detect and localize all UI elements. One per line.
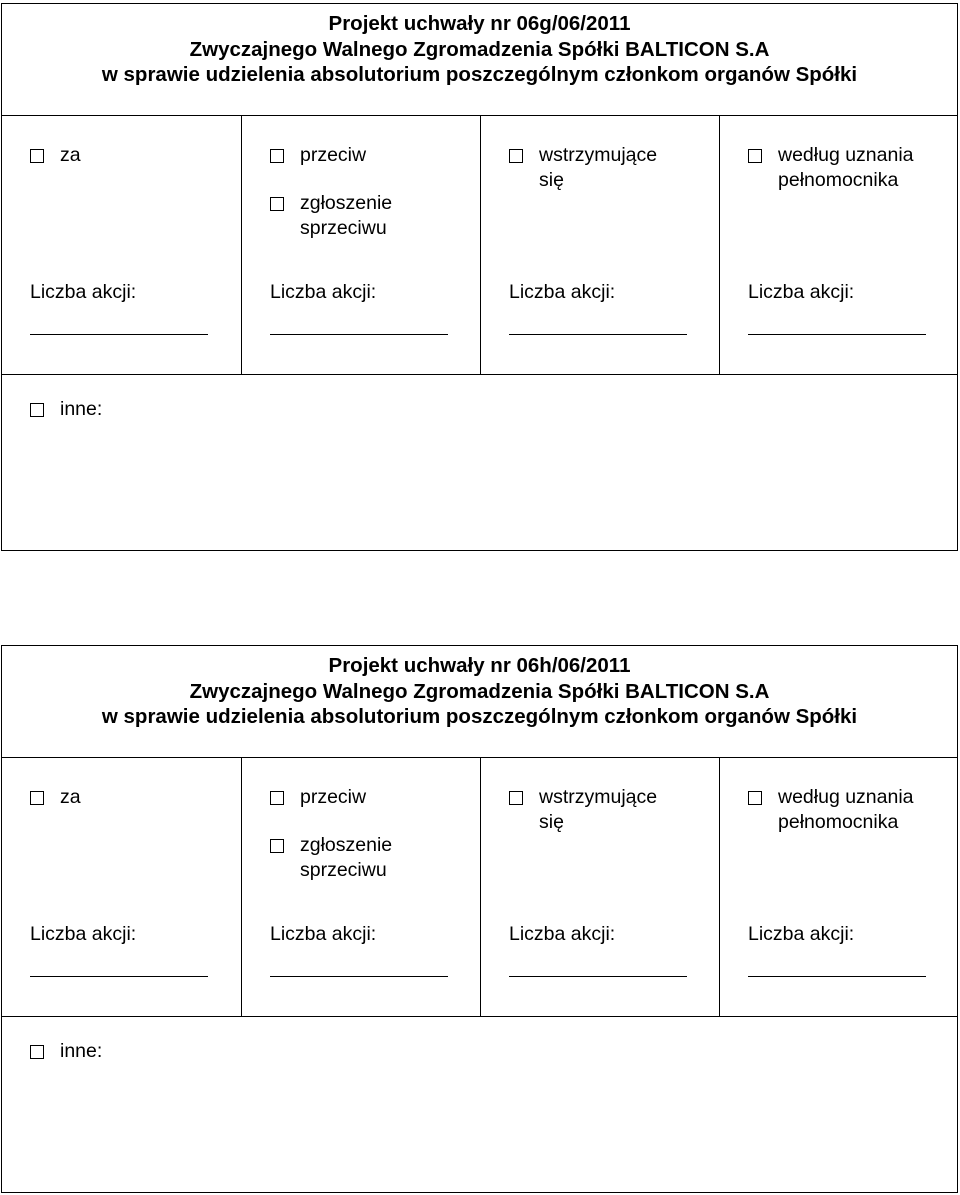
- option-abstain-label: wstrzymujące się: [539, 144, 658, 191]
- vote-options-row: [2, 758, 957, 1017]
- checkbox-icon[interactable]: [30, 403, 44, 417]
- option-other[interactable]: [30, 397, 102, 422]
- share-count-label: Liczba akcji:: [30, 923, 137, 945]
- option-abstain[interactable]: [509, 143, 657, 193]
- option-for[interactable]: [30, 785, 81, 810]
- vote-options-row: [2, 116, 957, 375]
- title-line-3: w sprawie udzielenia absolutorium poszczególnym członkom organów Spółki: [101, 63, 858, 86]
- share-count-field[interactable]: [30, 976, 208, 977]
- share-count-label: Liczba akcji:: [509, 281, 616, 303]
- checkbox-icon[interactable]: [270, 197, 284, 211]
- checkbox-icon[interactable]: [509, 149, 523, 163]
- checkbox-icon[interactable]: [270, 149, 284, 163]
- form-title: [2, 4, 957, 116]
- checkbox-icon[interactable]: [30, 1045, 44, 1059]
- option-other[interactable]: [30, 1039, 102, 1064]
- option-other-label: inne:: [60, 1040, 103, 1062]
- checkbox-icon[interactable]: [30, 149, 44, 163]
- share-count-field[interactable]: [30, 334, 208, 335]
- vote-column-proxy: [720, 758, 957, 1016]
- other-instructions-section: [2, 1017, 957, 1192]
- share-count-label: Liczba akcji:: [270, 923, 377, 945]
- share-count-field[interactable]: [748, 334, 926, 335]
- form-title: [2, 646, 957, 758]
- option-for-label: za: [60, 786, 81, 808]
- checkbox-icon[interactable]: [748, 791, 762, 805]
- option-other-label: inne:: [60, 398, 103, 420]
- vote-column-abstain: [481, 116, 720, 374]
- option-against[interactable]: [270, 143, 366, 168]
- option-proxy[interactable]: [748, 785, 914, 835]
- title-line-1: Projekt uchwały nr 06h/06/2011: [328, 654, 631, 677]
- share-count-label: Liczba akcji:: [30, 281, 137, 303]
- title-line-2: Zwyczajnego Walnego Zgromadzenia Spółki BALTICON S.A: [189, 679, 770, 703]
- resolution-form-06h: [1, 645, 958, 1193]
- share-count-label: Liczba akcji:: [748, 923, 855, 945]
- checkbox-icon[interactable]: [270, 791, 284, 805]
- checkbox-icon[interactable]: [509, 791, 523, 805]
- option-objection[interactable]: [270, 191, 392, 241]
- title-line-1: Projekt uchwały nr 06g/06/2011: [328, 12, 631, 35]
- vote-column-against: [242, 116, 481, 374]
- share-count-label: Liczba akcji:: [509, 923, 616, 945]
- share-count-label: Liczba akcji:: [270, 281, 377, 303]
- share-count-field[interactable]: [270, 976, 448, 977]
- vote-column-for: [2, 758, 242, 1016]
- option-against-label: przeciw: [300, 144, 367, 166]
- other-instructions-section: [2, 375, 957, 550]
- option-abstain-label: wstrzymujące się: [539, 786, 658, 833]
- checkbox-icon[interactable]: [270, 839, 284, 853]
- option-proxy-label: według uznania pełnomocnika: [778, 144, 914, 191]
- title-line-2: Zwyczajnego Walnego Zgromadzenia Spółki BALTICON S.A: [189, 37, 770, 61]
- checkbox-icon[interactable]: [30, 791, 44, 805]
- vote-column-proxy: [720, 116, 957, 374]
- checkbox-icon[interactable]: [748, 149, 762, 163]
- option-against[interactable]: [270, 785, 366, 810]
- option-for-label: za: [60, 144, 81, 166]
- vote-column-abstain: [481, 758, 720, 1016]
- option-abstain[interactable]: [509, 785, 657, 835]
- share-count-label: Liczba akcji:: [748, 281, 855, 303]
- option-proxy-label: według uznania pełnomocnika: [778, 786, 914, 833]
- option-objection-label: zgłoszenie sprzeciwu: [300, 192, 393, 239]
- share-count-field[interactable]: [748, 976, 926, 977]
- option-objection[interactable]: [270, 833, 392, 883]
- title-line-3: w sprawie udzielenia absolutorium poszczególnym członkom organów Spółki: [101, 705, 858, 728]
- option-objection-label: zgłoszenie sprzeciwu: [300, 834, 393, 881]
- vote-column-against: [242, 758, 481, 1016]
- share-count-field[interactable]: [509, 976, 687, 977]
- option-against-label: przeciw: [300, 786, 367, 808]
- option-proxy[interactable]: [748, 143, 914, 193]
- option-for[interactable]: [30, 143, 81, 168]
- vote-column-for: [2, 116, 242, 374]
- resolution-form-06g: [1, 3, 958, 551]
- share-count-field[interactable]: [509, 334, 687, 335]
- share-count-field[interactable]: [270, 334, 448, 335]
